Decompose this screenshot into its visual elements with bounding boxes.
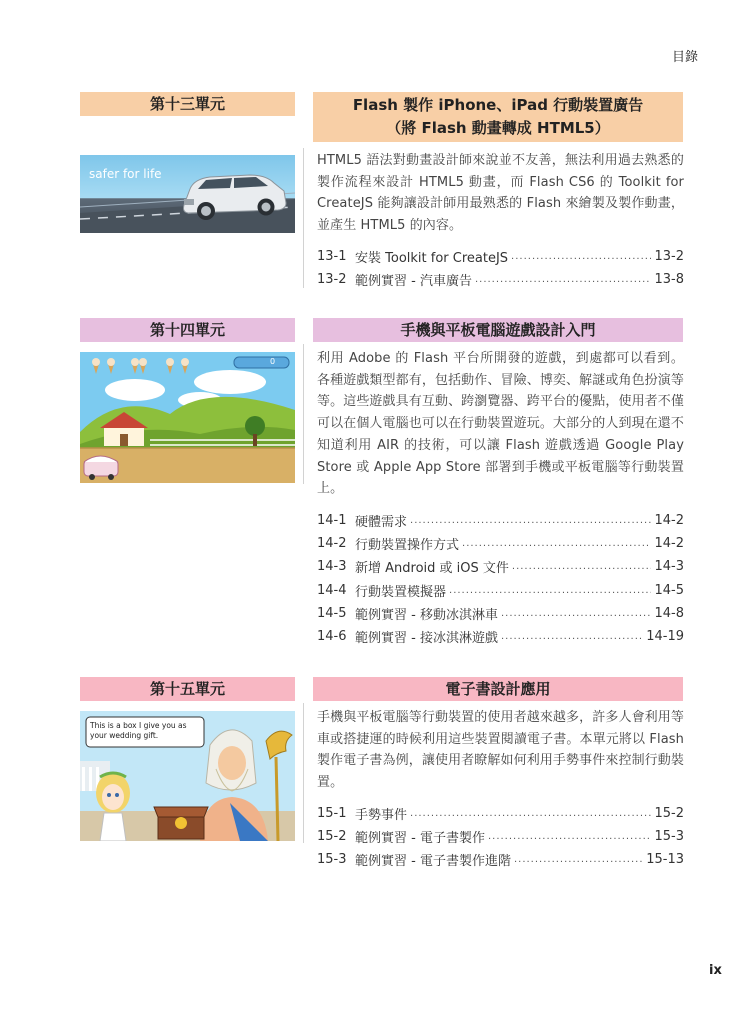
ice-cream-game-illustration — [80, 352, 295, 483]
toc-item[interactable] — [317, 532, 684, 555]
toc-leader — [488, 831, 652, 842]
toc-leader — [410, 808, 651, 819]
toc-num: 14-5 — [317, 605, 347, 621]
running-head: 目錄 — [672, 50, 699, 65]
unit-13-title-bar — [313, 92, 683, 142]
unit-15-toc — [317, 802, 684, 872]
toc-item[interactable] — [317, 848, 684, 871]
unit-15-divider — [303, 703, 304, 843]
toc-title: 範例實習 - 電子書製作 — [355, 831, 485, 847]
toc-num: 14-4 — [317, 582, 347, 598]
unit-15-description: 手機與平板電腦等行動裝置的使用者越來越多，許多人會利用等車或搭捷運的時候利用這些裝置閱讀電子書。本單元將以 Flash 製作電子書為例，讓使用者瞭解如何利用手勢事件來控制行動裝置。 — [317, 710, 684, 791]
toc-title: 安裝 Toolkit for CreateJS — [355, 251, 509, 267]
toc-page: 15-3 — [654, 829, 684, 845]
toc-num: 14-2 — [317, 536, 347, 552]
toc-num: 14-1 — [317, 513, 347, 529]
toc-page: 14-8 — [654, 605, 684, 621]
unit-14-label: 第十四單元 — [80, 318, 295, 342]
toc-title: 範例實習 - 電子書製作進階 — [355, 854, 511, 870]
toc-page: 14-19 — [646, 629, 684, 645]
toc-num: 14-3 — [317, 559, 347, 575]
unit-15-title-bar: 電子書設計應用 — [313, 677, 683, 701]
toc-leader — [511, 251, 651, 262]
car-ad-caption: safer for life — [89, 167, 162, 181]
toc-page: 14-3 — [654, 559, 684, 575]
speech-bubble-text: This is a box I give you as your wedding gift. — [90, 721, 187, 740]
unit-15-label: 第十五單元 — [80, 677, 295, 701]
toc-title: 行動裝置操作方式 — [355, 538, 460, 554]
toc-leader — [410, 515, 651, 526]
ice-cream-truck — [84, 456, 118, 480]
game-score: 0 — [270, 357, 276, 366]
unit-13-toc — [317, 245, 684, 291]
toc-item[interactable] — [317, 509, 684, 532]
toc-num: 13-2 — [317, 272, 347, 288]
gift-box — [154, 807, 208, 839]
girl-character — [96, 773, 130, 841]
unit-14-toc — [317, 509, 684, 648]
toc-item[interactable] — [317, 245, 684, 268]
toc-leader — [501, 631, 643, 642]
unit-13-title-line-1: Flash 製作 iPhone、iPad 行動裝置廣告 — [352, 96, 644, 114]
toc-page: 13-2 — [654, 249, 684, 265]
toc-item[interactable] — [317, 802, 684, 825]
toc-leader — [512, 561, 652, 572]
unit-15-thumbnail — [80, 711, 295, 841]
toc-title: 行動裝置模擬器 — [355, 584, 447, 600]
toc-title: 範例實習 - 汽車廣告 — [355, 274, 472, 290]
toc-item[interactable] — [317, 625, 684, 648]
toc-leader — [462, 538, 651, 549]
toc-leader — [475, 274, 652, 285]
toc-leader — [449, 585, 651, 596]
unit-14-divider — [303, 344, 304, 484]
toc-num: 15-2 — [317, 829, 347, 845]
unit-13-divider — [303, 148, 304, 288]
toc-page: 14-2 — [654, 536, 684, 552]
unit-13-label: 第十三單元 — [80, 92, 295, 116]
toc-item[interactable] — [317, 825, 684, 848]
unit-14-title-bar: 手機與平板電腦遊戲設計入門 — [313, 318, 683, 342]
unit-13-thumbnail — [80, 155, 295, 233]
toc-page: 14-2 — [654, 513, 684, 529]
toc-num: 13-1 — [317, 249, 347, 265]
toc-num: 15-1 — [317, 806, 347, 822]
toc-title: 手勢事件 — [355, 808, 408, 824]
toc-page: 14-5 — [654, 582, 684, 598]
score-box — [234, 357, 289, 368]
unit-13-title-line-2: （將 Flash 動畫轉成 HTML5） — [386, 119, 610, 137]
toc-item[interactable] — [317, 602, 684, 625]
toc-title: 硬體需求 — [355, 515, 408, 531]
toc-title: 範例實習 - 移動冰淇淋車 — [355, 607, 498, 623]
toc-leader — [501, 608, 652, 619]
toc-leader — [514, 854, 643, 865]
page-number: ix — [709, 963, 722, 978]
toc-item[interactable] — [317, 555, 684, 578]
toc-title: 新增 Android 或 iOS 文件 — [355, 561, 509, 577]
toc-page: 13-8 — [654, 272, 684, 288]
toc-title: 範例實習 - 接冰淇淋遊戲 — [355, 631, 498, 647]
toc-page: 15-13 — [646, 852, 684, 868]
toc-num: 14-6 — [317, 629, 347, 645]
unit-14-description: 利用 Adobe 的 Flash 平台所開發的遊戲，到處都可以看到。各種遊戲類型都有，包括動作、冒險、博奕、解謎或角色扮演等等。這些遊戲具有互動、跨瀏覽器、跨平台的優點，使用者不僅可以在個人電腦也可以在行動裝置遊玩。大部分的人到現在還不知道利用 AIR 的技術，可以讓 Flash 遊戲透過 Google Play Store 或 Apple App Store 部署到手機或平板電腦等行動裝置上。 — [317, 351, 684, 497]
toc-num: 15-3 — [317, 852, 347, 868]
toc-item[interactable] — [317, 579, 684, 602]
toc-item[interactable] — [317, 268, 684, 291]
unit-13-description: HTML5 語法對動畫設計師來說並不友善，無法利用過去熟悉的製作流程來設計 HTML5 動畫，而 Flash CS6 的 Toolkit for CreateJS 能夠讓設計師用最熟悉的 Flash 來繪製及製作動畫，並產生 HTML5 的內容。 — [317, 153, 684, 234]
unit-14-thumbnail — [80, 352, 295, 483]
toc-page: 15-2 — [654, 806, 684, 822]
